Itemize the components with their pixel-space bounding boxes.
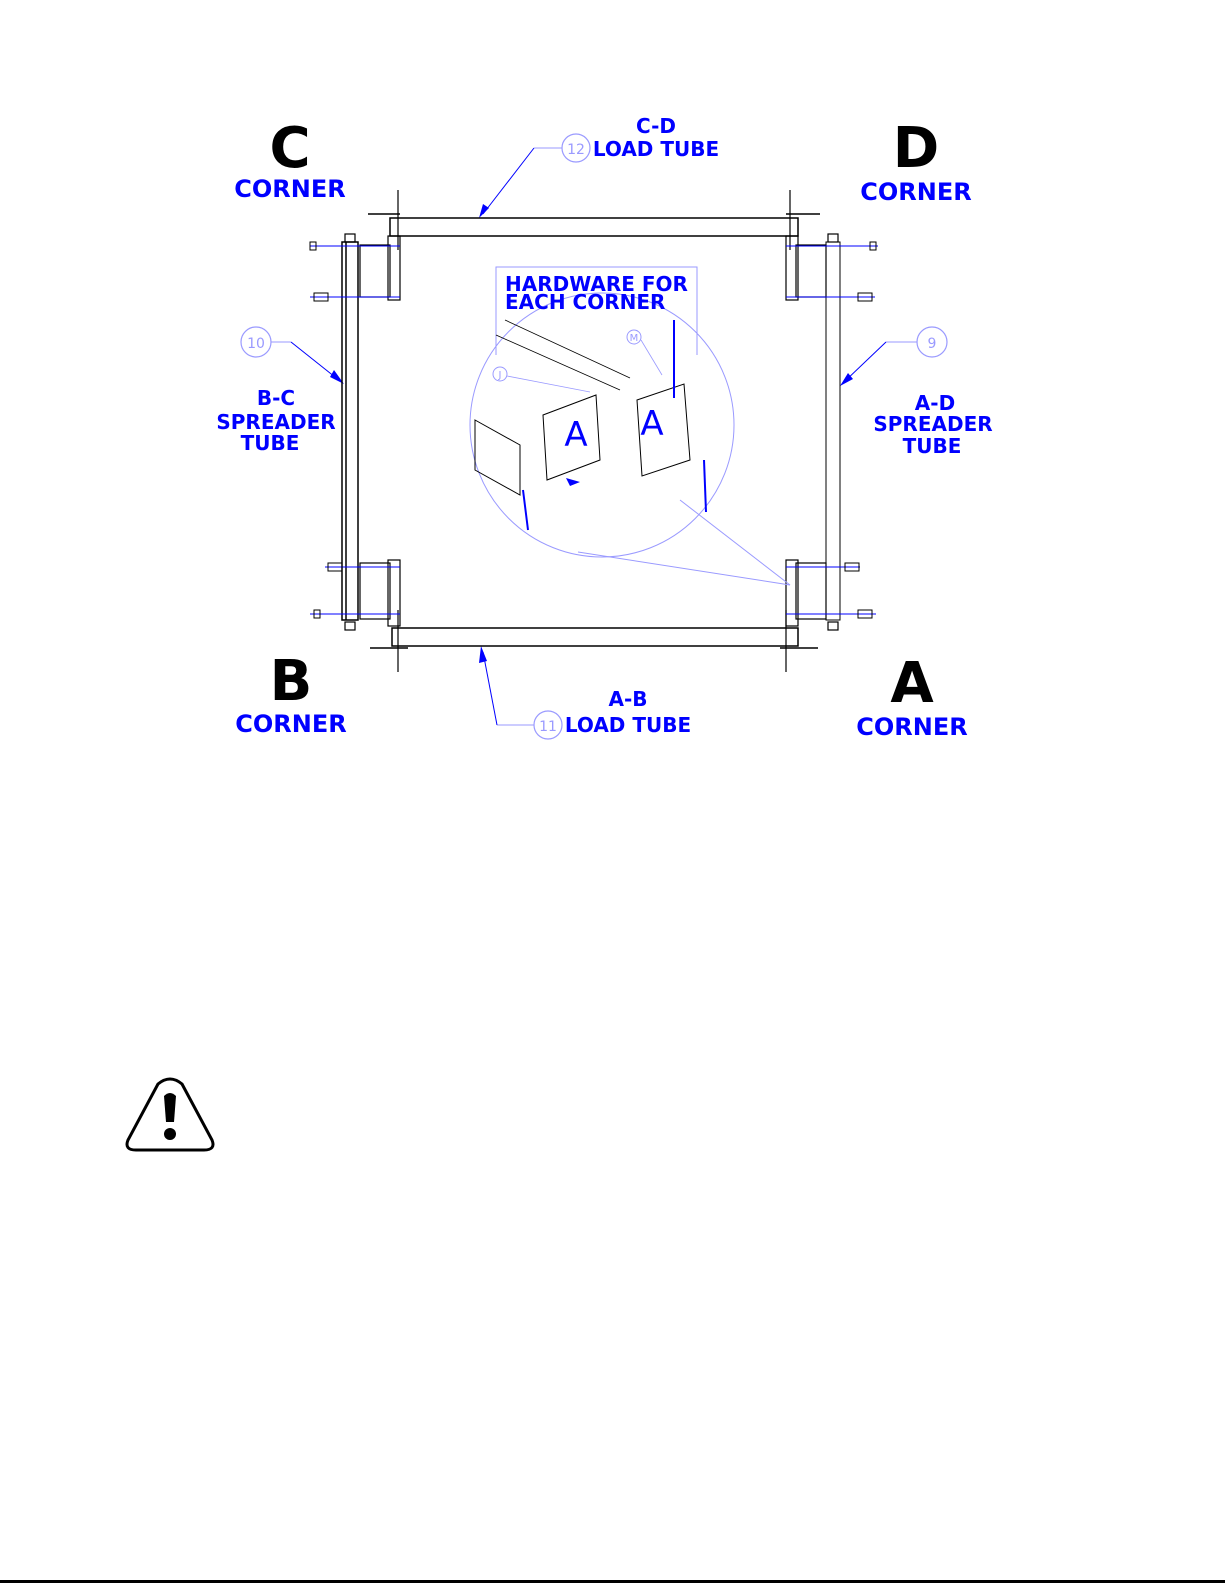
callout-10 — [241, 327, 344, 384]
callout-11 — [479, 646, 562, 739]
corner-b-letter: B — [269, 649, 313, 714]
corner-b-label: CORNER — [235, 710, 347, 738]
cd-load-tube — [368, 214, 820, 236]
svg-text:9: 9 — [927, 336, 937, 352]
bc-spreader-tube — [342, 242, 358, 620]
corner-d-letter: D — [892, 116, 940, 181]
ab-tube-name: A-B — [608, 687, 648, 711]
corner-b-bracket — [345, 560, 400, 672]
bc-tube-type-2: TUBE — [240, 431, 300, 455]
plate-letter-1: A — [564, 415, 588, 455]
callout-m: M — [629, 333, 639, 344]
bc-tube-type: SPREADER — [216, 410, 336, 434]
callout-9 — [840, 327, 947, 386]
corner-c-bracket — [345, 190, 400, 300]
corner-c-letter: C — [269, 116, 311, 181]
svg-text:11: 11 — [539, 719, 557, 735]
svg-text:10: 10 — [247, 336, 265, 352]
corner-a-bracket — [786, 560, 838, 672]
corner-a-letter: A — [890, 651, 934, 716]
corner-a-label: CORNER — [856, 713, 968, 741]
ad-spreader-tube — [826, 242, 840, 620]
corner-d-bracket — [786, 190, 838, 300]
corner-c-label: CORNER — [234, 175, 346, 203]
callout-12 — [479, 134, 590, 218]
svg-text:12: 12 — [567, 142, 585, 158]
cd-tube-type: LOAD TUBE — [592, 137, 720, 161]
bottom-rule — [0, 1580, 1225, 1583]
detail-title-line1: HARDWARE FOR — [505, 272, 688, 296]
warning-icon — [127, 1079, 213, 1150]
detail-title-line2: EACH CORNER — [505, 290, 666, 314]
plate-letter-2: A — [640, 404, 664, 444]
bc-tube-name: B-C — [256, 386, 296, 410]
ad-tube-type-2: TUBE — [902, 434, 962, 458]
ab-load-tube — [370, 628, 818, 648]
hardware-detail — [470, 267, 790, 585]
ad-tube-type: SPREADER — [873, 412, 993, 436]
ad-tube-name: A-D — [914, 391, 956, 415]
corner-d-label: CORNER — [860, 178, 972, 206]
callout-j: J — [498, 370, 502, 381]
ab-tube-type: LOAD TUBE — [564, 713, 692, 737]
cd-tube-name: C-D — [635, 114, 677, 138]
